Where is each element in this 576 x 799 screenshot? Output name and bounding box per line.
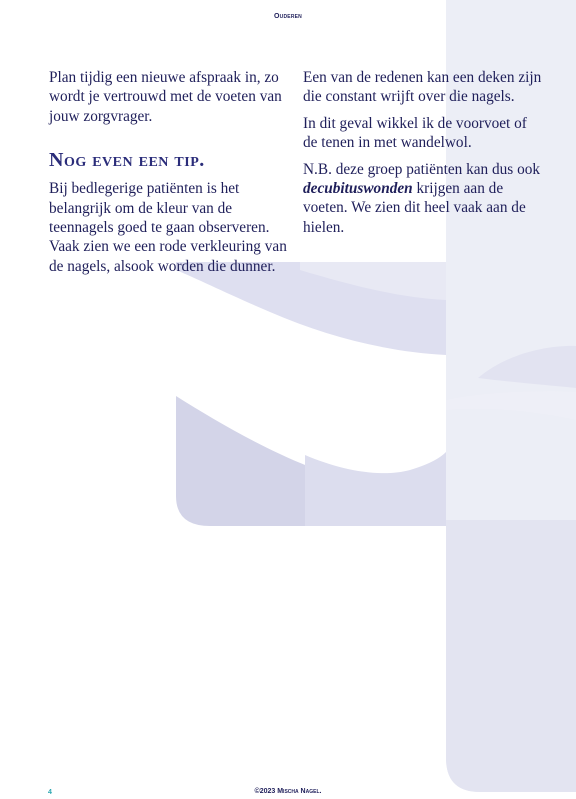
running-header: Ouderen	[274, 13, 302, 20]
note-text-end: krijgen aan de voeten. We zien dit heel vaak aan de hielen.	[303, 180, 526, 236]
right-column	[303, 68, 543, 244]
left-column	[49, 68, 289, 283]
emphasis-decubitus: decubituswonden	[303, 180, 413, 198]
paragraph-wrapping: In dit geval wikkel ik de voorvoet of de tenen in met wandelwol.	[303, 114, 527, 152]
paragraph-note	[303, 160, 543, 238]
note-text-start: N.B. deze groep patiënten kan dus ook	[303, 160, 541, 178]
paragraph-bedridden: Bij bedlegerige patiënten is het belangrijk om de kleur van de teennagels goed te gaan observeren. Vaak zien we een rode verkleuring van de nagels, alsook worden die dunner.	[49, 180, 287, 275]
paragraph-reason: Een van de redenen kan een deken zijn die constant wrijft over die nagels.	[303, 69, 542, 106]
page-number: 4	[48, 789, 52, 796]
copyright-footer: ©2023 Mischa Nagel.	[254, 788, 322, 795]
section-heading: Nog even een tip.	[49, 149, 205, 172]
paragraph-appointment: Plan tijdig een nieuwe afspraak in, zo wordt je vertrouwd met de voeten van jouw zorgvrager.	[49, 69, 282, 125]
